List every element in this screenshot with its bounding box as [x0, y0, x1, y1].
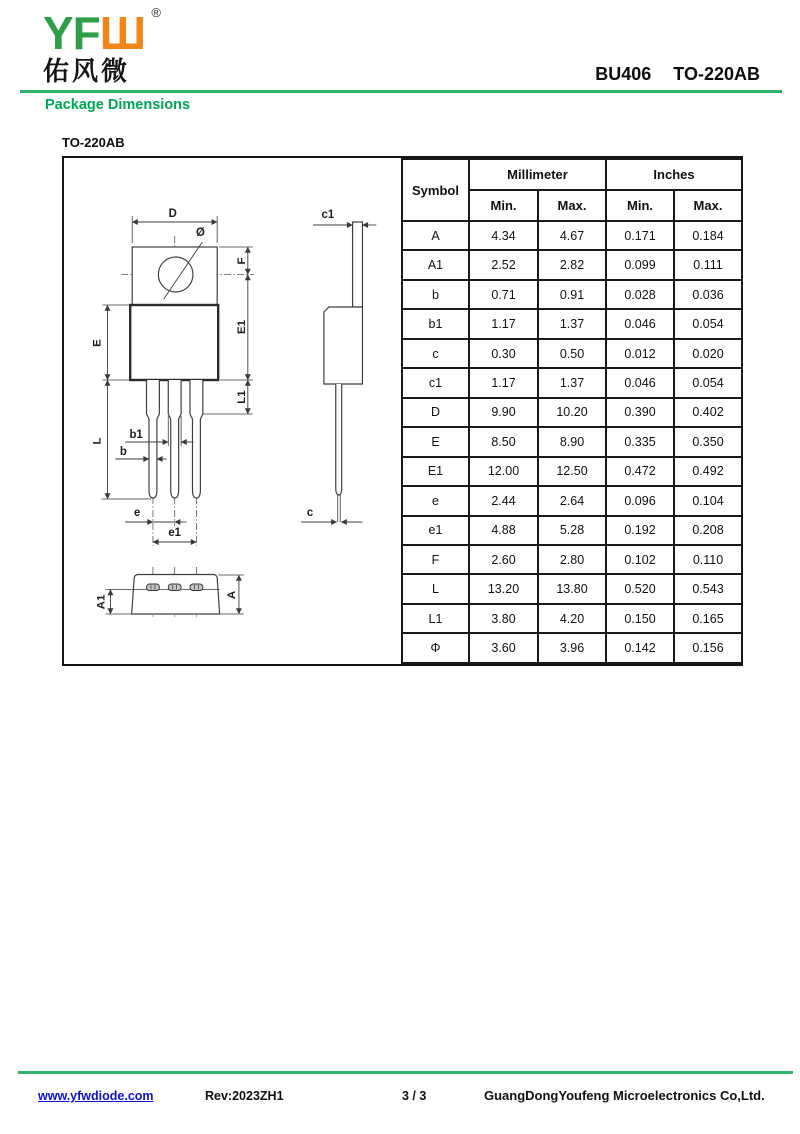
cell-in-max: 0.184 — [674, 221, 742, 250]
cell-mm-max: 5.28 — [538, 516, 606, 545]
logo-text-green: YF — [43, 7, 100, 59]
dim-label-e1: e1 — [168, 526, 182, 540]
cell-symbol: E — [402, 427, 469, 456]
table-row — [402, 221, 742, 250]
cell-in-min: 0.142 — [606, 633, 674, 663]
side-body — [324, 307, 363, 384]
cell-mm-min: 8.50 — [469, 427, 538, 456]
cell-in-max: 0.036 — [674, 280, 742, 309]
cell-symbol: F — [402, 545, 469, 574]
cell-mm-min: 4.88 — [469, 516, 538, 545]
dim-label-e: e — [133, 506, 141, 520]
cell-in-min: 0.046 — [606, 368, 674, 397]
package-outline-figure — [62, 156, 743, 666]
dim-label-L: L — [91, 437, 104, 445]
cell-mm-max: 10.20 — [538, 398, 606, 427]
side-bottom-lead — [336, 384, 342, 495]
cell-mm-min: 2.52 — [469, 250, 538, 279]
cell-mm-max: 3.96 — [538, 633, 606, 663]
cell-in-min: 0.150 — [606, 604, 674, 633]
cell-in-min: 0.102 — [606, 545, 674, 574]
part-number: BU406 — [595, 64, 652, 84]
dim-label-F: F — [235, 257, 248, 265]
lead-1 — [147, 380, 160, 498]
cell-mm-max: 4.20 — [538, 604, 606, 633]
table-row — [402, 427, 742, 456]
cell-mm-max: 12.50 — [538, 457, 606, 486]
cell-in-max: 0.492 — [674, 457, 742, 486]
cell-in-max: 0.110 — [674, 545, 742, 574]
cell-symbol: Φ — [402, 633, 469, 663]
cell-in-max: 0.054 — [674, 309, 742, 338]
cell-mm-min: 12.00 — [469, 457, 538, 486]
front-view — [92, 208, 254, 546]
table-row — [402, 574, 742, 603]
cell-mm-min: 9.90 — [469, 398, 538, 427]
table-row — [402, 309, 742, 338]
document-title — [595, 64, 760, 85]
cell-in-max: 0.543 — [674, 574, 742, 603]
cell-mm-max: 0.91 — [538, 280, 606, 309]
dim-label-c1: c1 — [321, 208, 335, 222]
lead-3 — [190, 380, 203, 498]
table-row — [402, 486, 742, 515]
cell-symbol: E1 — [402, 457, 469, 486]
package-drawing-svg — [64, 158, 401, 664]
table-row — [402, 516, 742, 545]
table-row — [402, 604, 742, 633]
table-row — [402, 457, 742, 486]
cell-mm-max: 2.82 — [538, 250, 606, 279]
cell-in-min: 0.472 — [606, 457, 674, 486]
cell-symbol: L — [402, 574, 469, 603]
plastic-body — [130, 305, 218, 380]
company-logo — [43, 5, 162, 86]
revision-label: Rev:2023ZH1 — [205, 1089, 284, 1103]
cell-symbol: b1 — [402, 309, 469, 338]
table-row — [402, 250, 742, 279]
cell-mm-max: 2.80 — [538, 545, 606, 574]
table-row — [402, 280, 742, 309]
company-name: GuangDongYoufeng Microelectronics Co,Ltd. — [484, 1088, 765, 1103]
cell-symbol: b — [402, 280, 469, 309]
cell-mm-max: 4.67 — [538, 221, 606, 250]
cell-symbol: A1 — [402, 250, 469, 279]
table-row — [402, 545, 742, 574]
footer-divider — [18, 1071, 793, 1074]
header-divider — [20, 90, 782, 93]
cell-mm-min: 0.30 — [469, 339, 538, 368]
cell-mm-max: 8.90 — [538, 427, 606, 456]
dim-label-L1: L1 — [235, 390, 248, 404]
cell-in-min: 0.520 — [606, 574, 674, 603]
cell-symbol: e — [402, 486, 469, 515]
cell-in-max: 0.104 — [674, 486, 742, 515]
cell-mm-max: 1.37 — [538, 368, 606, 397]
cell-in-min: 0.099 — [606, 250, 674, 279]
cell-mm-max: 2.64 — [538, 486, 606, 515]
cell-in-min: 0.096 — [606, 486, 674, 515]
cell-in-min: 0.171 — [606, 221, 674, 250]
side-view — [301, 209, 376, 522]
dimension-table — [401, 158, 743, 664]
cell-symbol: c — [402, 339, 469, 368]
logo-chinese-name: 佑风微 — [43, 56, 131, 86]
cell-mm-min: 2.44 — [469, 486, 538, 515]
dim-label-b1: b1 — [129, 428, 143, 442]
lead-2 — [168, 380, 181, 498]
col-header-in-min: Min. — [606, 190, 674, 221]
cell-mm-max: 13.80 — [538, 574, 606, 603]
dim-label-diameter: Ø — [195, 226, 205, 240]
bottom-view-outline — [132, 575, 220, 615]
cell-in-max: 0.350 — [674, 427, 742, 456]
cell-symbol: A — [402, 221, 469, 250]
logo-text-orange: Ш — [99, 7, 146, 59]
table-row — [402, 398, 742, 427]
col-header-symbol: Symbol — [402, 159, 469, 221]
table-row — [402, 633, 742, 663]
cell-in-max: 0.208 — [674, 516, 742, 545]
figure-caption: TO-220AB — [62, 135, 125, 150]
cell-in-min: 0.390 — [606, 398, 674, 427]
cell-in-min: 0.012 — [606, 339, 674, 368]
col-header-in-max: Max. — [674, 190, 742, 221]
cell-in-max: 0.402 — [674, 398, 742, 427]
cell-symbol: e1 — [402, 516, 469, 545]
col-group-millimeter: Millimeter — [469, 159, 606, 190]
table-row — [402, 368, 742, 397]
dim-label-E: E — [91, 339, 104, 347]
dim-label-A1: A1 — [95, 594, 108, 610]
col-group-inches: Inches — [606, 159, 742, 190]
mounting-hole — [158, 257, 193, 292]
package-drawing — [64, 158, 401, 664]
cell-mm-min: 3.80 — [469, 604, 538, 633]
registered-trademark-icon: ® — [151, 5, 162, 20]
col-header-mm-max: Max. — [538, 190, 606, 221]
cell-mm-min: 2.60 — [469, 545, 538, 574]
side-top-lead — [353, 222, 363, 307]
cell-symbol: D — [402, 398, 469, 427]
dim-label-E1: E1 — [235, 319, 248, 335]
page-number: 3 / 3 — [402, 1089, 427, 1103]
cell-in-min: 0.028 — [606, 280, 674, 309]
cell-mm-min: 13.20 — [469, 574, 538, 603]
col-header-mm-min: Min. — [469, 190, 538, 221]
cell-mm-min: 3.60 — [469, 633, 538, 663]
cell-in-min: 0.335 — [606, 427, 674, 456]
dim-label-b: b — [119, 445, 127, 459]
table-row — [402, 339, 742, 368]
dim-label-c: c — [306, 506, 314, 520]
cell-in-min: 0.046 — [606, 309, 674, 338]
cell-mm-min: 4.34 — [469, 221, 538, 250]
cell-mm-min: 1.17 — [469, 368, 538, 397]
website-link[interactable]: www.yfwdiode.com — [38, 1089, 154, 1103]
cell-symbol: L1 — [402, 604, 469, 633]
dim-label-D: D — [168, 207, 177, 221]
cell-mm-max: 0.50 — [538, 339, 606, 368]
section-title: Package Dimensions — [45, 97, 191, 113]
cell-in-max: 0.165 — [674, 604, 742, 633]
cell-in-max: 0.020 — [674, 339, 742, 368]
cell-in-max: 0.054 — [674, 368, 742, 397]
package-name: TO-220AB — [673, 64, 760, 84]
logo-wordmark — [43, 5, 162, 59]
cell-in-max: 0.111 — [674, 250, 742, 279]
cell-in-max: 0.156 — [674, 633, 742, 663]
cell-mm-min: 1.17 — [469, 309, 538, 338]
cell-symbol: c1 — [402, 368, 469, 397]
lead-cross-sections — [147, 584, 203, 591]
cell-mm-min: 0.71 — [469, 280, 538, 309]
cell-mm-max: 1.37 — [538, 309, 606, 338]
dim-label-A: A — [226, 590, 238, 600]
cell-in-min: 0.192 — [606, 516, 674, 545]
bottom-view — [96, 567, 244, 619]
